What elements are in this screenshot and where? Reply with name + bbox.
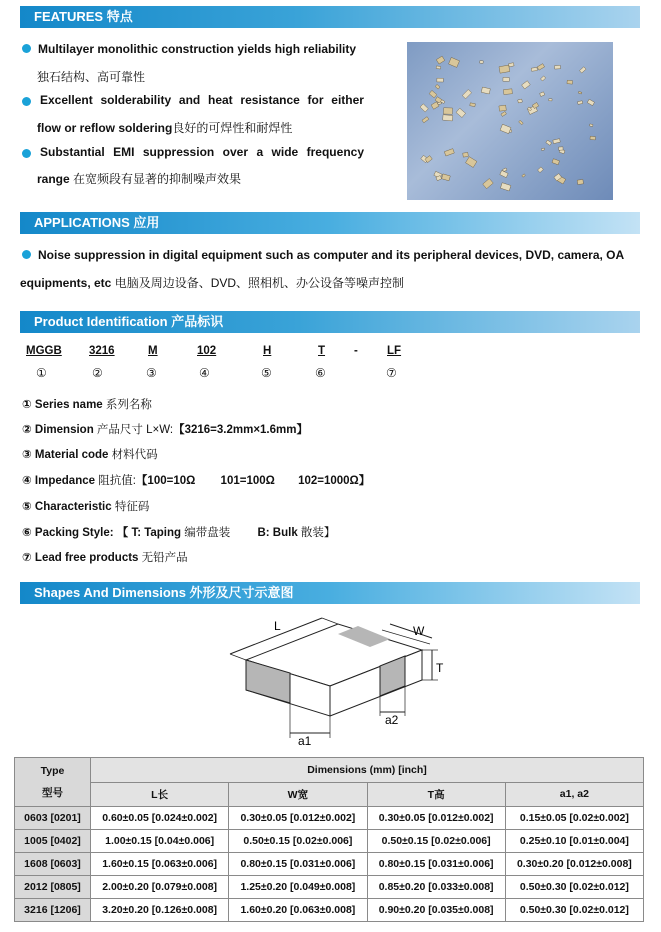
pid-num-5: ⑤ (261, 366, 272, 380)
def-packing: ⑥ Packing Style: 【 T: Taping 编带盘装 B: Bulk 散装】 (22, 527, 336, 539)
def-material: ③ Material code 材料代码 (22, 449, 158, 461)
pid-num-4: ④ (199, 366, 210, 380)
chip-component (577, 179, 583, 184)
pid-leadfree: LF (387, 345, 402, 357)
pid-dash: - (354, 345, 358, 357)
pid-num-3: ③ (146, 366, 157, 380)
pid-num-6: ⑥ (315, 366, 326, 380)
chip-component (483, 179, 494, 189)
feature-2-line2: flow or reflow soldering良好的可焊性和耐焊性 (37, 121, 293, 135)
feature-1-line2: 独石结构、高可靠性 (37, 70, 146, 84)
chip-component (435, 84, 440, 89)
chip-component (470, 103, 476, 107)
col-L: L长 (91, 782, 229, 807)
def-impedance: ④ Impedance 阻抗值:【100=10Ω 101=100Ω 102=1000Ω】 (22, 475, 371, 487)
chip-component (449, 57, 460, 67)
chip-component (499, 105, 506, 111)
chip-component (444, 149, 454, 156)
feature-3-line2: range 在宽频段有显著的抑制噪声效果 (37, 172, 242, 186)
chip-component (509, 63, 515, 67)
chip-component (580, 67, 587, 73)
label-a1: a1 (298, 734, 312, 748)
chip-component (546, 140, 552, 145)
chip-component (480, 61, 484, 64)
dimensions-header: Dimensions (mm) [inch] (91, 758, 644, 783)
bullet-icon (22, 149, 31, 158)
chip-component (589, 124, 593, 127)
type-header: Type 型号 (15, 758, 91, 807)
pid-characteristic: H (263, 345, 272, 357)
chip-dimension-diagram (210, 612, 460, 750)
bullet-icon (22, 97, 31, 106)
def-characteristic: ⑤ Characteristic 特征码 (22, 501, 150, 513)
chip-component (578, 91, 582, 94)
label-a2: a2 (385, 713, 399, 727)
chip-component (522, 81, 531, 89)
chip-component (578, 101, 583, 105)
chip-component (500, 183, 511, 191)
chip-component (537, 64, 544, 71)
table-row: 1005 [0402] 1.00±0.15 [0.04±0.006] 0.50±0.15 [0.02±0.006] 0.50±0.15 [0.02±0.006] 0.25±0.10 [0.01±0.004] (15, 830, 644, 853)
chip-component (499, 65, 510, 73)
chip-scatter-illustration (407, 42, 613, 200)
table-row: 0603 [0201] 0.60±0.05 [0.024±0.002] 0.30±0.05 [0.012±0.002] 0.30±0.05 [0.012±0.002] 0.15±0.05 [0.02±0.002] (15, 807, 644, 830)
applications-header: APPLICATIONS 应用 (20, 212, 640, 234)
col-T: T高 (367, 782, 505, 807)
dimensions-table (14, 757, 644, 922)
applications-line2: equipments, etc 电脑及周边设备、DVD、照相机、办公设备等噪声控制 (20, 276, 405, 290)
chip-component (463, 152, 469, 157)
chip-component (538, 167, 544, 173)
pid-num-2: ② (92, 366, 103, 380)
chip-component (503, 89, 512, 95)
bullet-icon (22, 44, 31, 53)
pid-num-1: ① (36, 366, 47, 380)
shapes-header: Shapes And Dimensions 外形及尺寸示意图 (20, 582, 640, 604)
chip-component (443, 108, 452, 115)
pid-dimension: 3216 (89, 345, 115, 357)
pid-impedance: 102 (197, 345, 217, 357)
chip-component (587, 99, 594, 105)
chip-components-photo (407, 42, 613, 200)
chip-component (503, 77, 510, 81)
chip-component (437, 78, 443, 82)
dim-line-W (390, 624, 432, 638)
def-leadfree: ⑦ Lead free products 无铅产品 (22, 552, 188, 564)
pid-num-7: ⑦ (386, 366, 397, 380)
features-header: FEATURES 特点 (20, 6, 640, 28)
chip-component (466, 157, 477, 168)
pid-packing: T (318, 345, 326, 357)
chip-component (429, 90, 437, 97)
pid-material: M (148, 345, 158, 357)
chip-component (549, 99, 552, 101)
chip-component (436, 66, 441, 69)
chip-component (420, 104, 428, 112)
table-row: 2012 [0805] 2.00±0.20 [0.079±0.008] 1.25±0.20 [0.049±0.008] 0.85±0.20 [0.033±0.008] 0.50±0.30 [0.02±0.012] (15, 876, 644, 899)
chip-component (567, 80, 573, 84)
feature-2-line1: Excellent solderability and heat resistance for either (22, 93, 364, 107)
chip-component (522, 174, 526, 177)
label-T: T (436, 661, 444, 675)
chip-component (436, 56, 444, 64)
chip-component (553, 139, 561, 144)
chip-component (541, 76, 546, 81)
chip-component (519, 120, 524, 124)
chip-component (552, 159, 560, 165)
def-dimension: ② Dimension 产品尺寸 L×W:【3216=3.2mm×1.6mm】 (22, 424, 308, 436)
table-row: 1608 [0603] 1.60±0.15 [0.063±0.006] 0.80±0.15 [0.031±0.006] 0.80±0.15 [0.031±0.006] 0.30±0.20 [0.012±0.008] (15, 853, 644, 876)
chip-component (501, 111, 507, 116)
chip-component (540, 92, 545, 97)
chip-component (503, 168, 507, 172)
chip-component (555, 65, 561, 69)
chip-component (456, 108, 466, 117)
chip-component (541, 148, 544, 151)
product-id-header: Product Identification 产品标识 (20, 311, 640, 333)
label-L: L (274, 619, 281, 633)
chip-component (518, 99, 523, 103)
applications-line1: Noise suppression in digital equipment such as computer and its peripheral devices, DVD, camera, OA (22, 248, 624, 262)
pid-series: MGGB (26, 345, 62, 357)
chip-component (442, 174, 451, 181)
chip-component (481, 87, 490, 94)
def-series: ① Series name 系列名称 (22, 399, 152, 411)
table-row: 3216 [1206] 3.20±0.20 [0.126±0.008] 1.60±0.20 [0.063±0.008] 0.90±0.20 [0.035±0.008] 0.50±0.30 [0.02±0.012] (15, 899, 644, 922)
chip-component (462, 89, 471, 98)
chip-component (443, 115, 453, 121)
col-a: a1, a2 (505, 782, 643, 807)
col-W: W宽 (229, 782, 367, 807)
chip-component (422, 117, 429, 123)
feature-3-line1: Substantial EMI suppression over a wide frequency (22, 145, 364, 159)
chip-component (590, 136, 596, 140)
chip-component (559, 147, 564, 150)
bullet-icon (22, 250, 31, 259)
label-W: W (413, 624, 425, 638)
chip-component (531, 67, 537, 71)
feature-1-line1: Multilayer monolithic construction yields high reliability (22, 42, 356, 56)
